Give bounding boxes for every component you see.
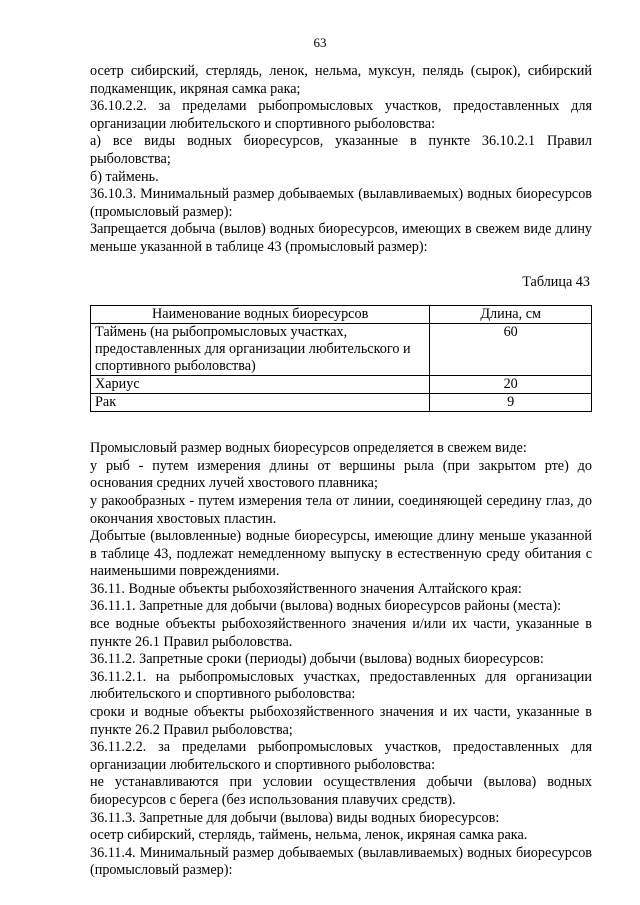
paragraph: 36.11.2.1. на рыбопромысловых участках, предоставленных для организации любительского и спортивного рыболовства: xyxy=(90,668,592,703)
table-row xyxy=(91,324,592,376)
paragraph: Добытые (выловленные) водные биоресурсы, имеющие длину меньше указанной в таблице 43, подлежат немедленному выпуску в естественную среду обитания с наименьшими повреждениями. xyxy=(90,528,592,580)
table-row xyxy=(91,394,592,412)
length-cell: 20 xyxy=(430,376,592,394)
paragraph: б) таймень. xyxy=(90,168,159,185)
length-cell: 60 xyxy=(430,324,592,376)
paragraph: у рыб - путем измерения длины от вершины рыла (при закрытом рте) до основания средних лучей хвостового плавника; xyxy=(90,457,592,492)
paragraph: 36.11.3. Запретные для добычи (вылова) виды водных биоресурсов: xyxy=(90,809,500,826)
species-cell: Рак xyxy=(91,394,430,412)
paragraph: 36.11.2. Запретные сроки (периоды) добычи (вылова) водных биоресурсов: xyxy=(90,651,544,668)
paragraph: сроки и водные объекты рыбохозяйственного значения и их части, указанные в пункте 26.2 Правил рыболовства; xyxy=(90,704,592,738)
length-cell: 9 xyxy=(430,394,592,412)
paragraph: не устанавливаются при условии осуществления добычи (вылова) водных биоресурсов с берега (без использования плавучих средств). xyxy=(90,774,592,808)
paragraph: у ракообразных - путем измерения тела от линии, соединяющей середину глаз, до окончания хвостовых пластин. xyxy=(90,492,592,527)
paragraph: Промысловый размер водных биоресурсов определяется в свежем виде: xyxy=(90,440,527,457)
paragraph: 36.11. Водные объекты рыбохозяйственного значения Алтайского края: xyxy=(90,580,522,597)
paragraph: 36.11.4. Минимальный размер добываемых (вылавливаемых) водных биоресурсов (промысловый размер): xyxy=(90,844,592,879)
paragraph: а) все виды водных биоресурсов, указанные в пункте 36.10.2.1 Правил рыболовства; xyxy=(90,133,592,167)
paragraph-block-top xyxy=(90,63,592,257)
paragraph: осетр сибирский, стерлядь, ленок, нельма, муксун, пелядь (сырок), сибирский подкаменщик, икряная самка рака; xyxy=(90,63,592,97)
paragraph: осетр сибирский, стерлядь, таймень, нельма, ленок, икряная самка рака. xyxy=(90,827,528,844)
species-cell: Таймень (на рыбопромысловых участках, предоставленных для организации любительского и спортивного рыболовства) xyxy=(91,324,430,376)
paragraph: 36.10.3. Минимальный размер добываемых (вылавливаемых) водных биоресурсов (промысловый размер): xyxy=(90,186,592,220)
paragraph-block-bottom xyxy=(90,440,592,880)
paragraph: 36.10.2.2. за пределами рыбопромысловых участков, предоставленных для организации любительского и спортивного рыболовства: xyxy=(90,98,592,132)
species-cell: Хариус xyxy=(91,376,430,394)
paragraph: Запрещается добыча (вылов) водных биоресурсов, имеющих в свежем виде длину меньше указанной в таблице 43 (промысловый размер): xyxy=(90,221,592,255)
paragraph: 36.11.1. Запретные для добычи (вылова) водных биоресурсов районы (места): xyxy=(90,598,562,615)
paragraph: 36.11.2.2. за пределами рыбопромысловых участков, предоставленных для организации любительского и спортивного рыболовства: xyxy=(90,739,592,773)
paragraph: все водные объекты рыбохозяйственного значения и/или их части, указанные в пункте 26.1 Правил рыболовства. xyxy=(90,616,592,650)
species-length-table xyxy=(90,305,592,412)
column-header-length: Длина, см xyxy=(430,306,592,324)
column-header-species: Наименование водных биоресурсов xyxy=(91,306,430,324)
table-row xyxy=(91,376,592,394)
table-header-row xyxy=(91,306,592,324)
table-caption: Таблица 43 xyxy=(522,273,590,290)
page-number: 63 xyxy=(313,35,327,50)
document-body xyxy=(90,63,592,880)
